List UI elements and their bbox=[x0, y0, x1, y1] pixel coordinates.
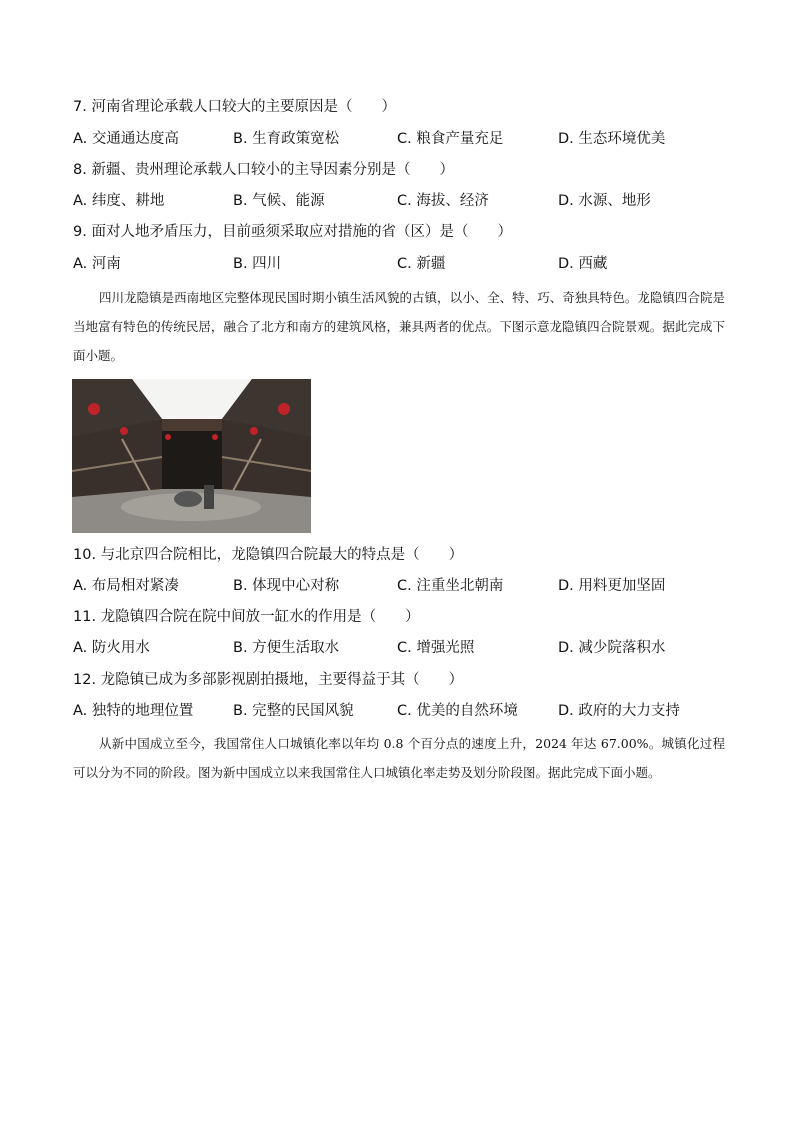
question-9-option-a: A. 河南 bbox=[73, 256, 121, 272]
question-8-option-d: D. 水源、地形 bbox=[558, 193, 651, 209]
question-7-option-c: C. 粮食产量充足 bbox=[397, 131, 504, 147]
question-8-stem: 8. 新疆、贵州理论承载人口较小的主导因素分别是（ ） bbox=[73, 162, 454, 178]
question-7-option-a: A. 交通通达度高 bbox=[73, 131, 179, 147]
question-8-option-c: C. 海拔、经济 bbox=[397, 193, 489, 209]
question-12-stem: 12. 龙隐镇已成为多部影视剧拍摄地，主要得益于其（ ） bbox=[73, 672, 464, 688]
question-10-option-c: C. 注重坐北朝南 bbox=[397, 578, 504, 594]
question-12-option-d: D. 政府的大力支持 bbox=[558, 703, 680, 719]
question-7-option-d: D. 生态环境优美 bbox=[558, 131, 666, 147]
question-12-option-a: A. 独特的地理位置 bbox=[73, 703, 194, 719]
question-10-option-a: A. 布局相对紧凑 bbox=[73, 578, 179, 594]
question-7-stem: 7. 河南省理论承载人口较大的主要原因是（ ） bbox=[73, 99, 396, 115]
question-11-option-b: B. 方便生活取水 bbox=[233, 640, 340, 656]
question-7-option-b: B. 生育政策宽松 bbox=[233, 131, 340, 147]
passage-urbanization bbox=[73, 729, 725, 787]
question-11-stem: 11. 龙隐镇四合院在院中间放一缸水的作用是（ ） bbox=[73, 609, 420, 625]
question-8-option-a: A. 纬度、耕地 bbox=[73, 193, 165, 209]
question-10-stem: 10. 与北京四合院相比，龙隐镇四合院最大的特点是（ ） bbox=[73, 547, 464, 563]
question-9-option-b: B. 四川 bbox=[233, 256, 282, 272]
question-12-option-b: B. 完整的民国风貌 bbox=[233, 703, 354, 719]
courtyard-photo bbox=[72, 379, 311, 533]
question-8-option-b: B. 气候、能源 bbox=[233, 193, 325, 209]
question-10-option-b: B. 体现中心对称 bbox=[233, 578, 340, 594]
question-9-stem: 9. 面对人地矛盾压力，目前亟须采取应对措施的省（区）是（ ） bbox=[73, 224, 512, 240]
question-11-option-d: D. 减少院落积水 bbox=[558, 640, 666, 656]
passage-urbanization-text: 从新中国成立至今，我国常住人口城镇化率以年均 0.8 个百分点的速度上升，2024 年达 67.00%。城镇化过程可以分为不同的阶段。图为新中国成立以来我国常住人口城镇化率走势及划分阶段图。据此完成下面小题。 bbox=[73, 736, 725, 780]
question-9-option-c: C. 新疆 bbox=[397, 256, 446, 272]
question-11-option-c: C. 增强光照 bbox=[397, 640, 475, 656]
question-10-option-d: D. 用料更加坚固 bbox=[558, 578, 666, 594]
question-9-option-d: D. 西藏 bbox=[558, 256, 608, 272]
passage-longyin-text: 四川龙隐镇是西南地区完整体现民国时期小镇生活风貌的古镇，以小、全、特、巧、奇独具特色。龙隐镇四合院是当地富有特色的传统民居，融合了北方和南方的建筑风格，兼具两者的优点。下图示意龙隐镇四合院景观。据此完成下面小题。 bbox=[73, 290, 725, 363]
question-12-option-c: C. 优美的自然环境 bbox=[397, 703, 518, 719]
question-11-option-a: A. 防火用水 bbox=[73, 640, 150, 656]
passage-longyin bbox=[73, 283, 725, 370]
